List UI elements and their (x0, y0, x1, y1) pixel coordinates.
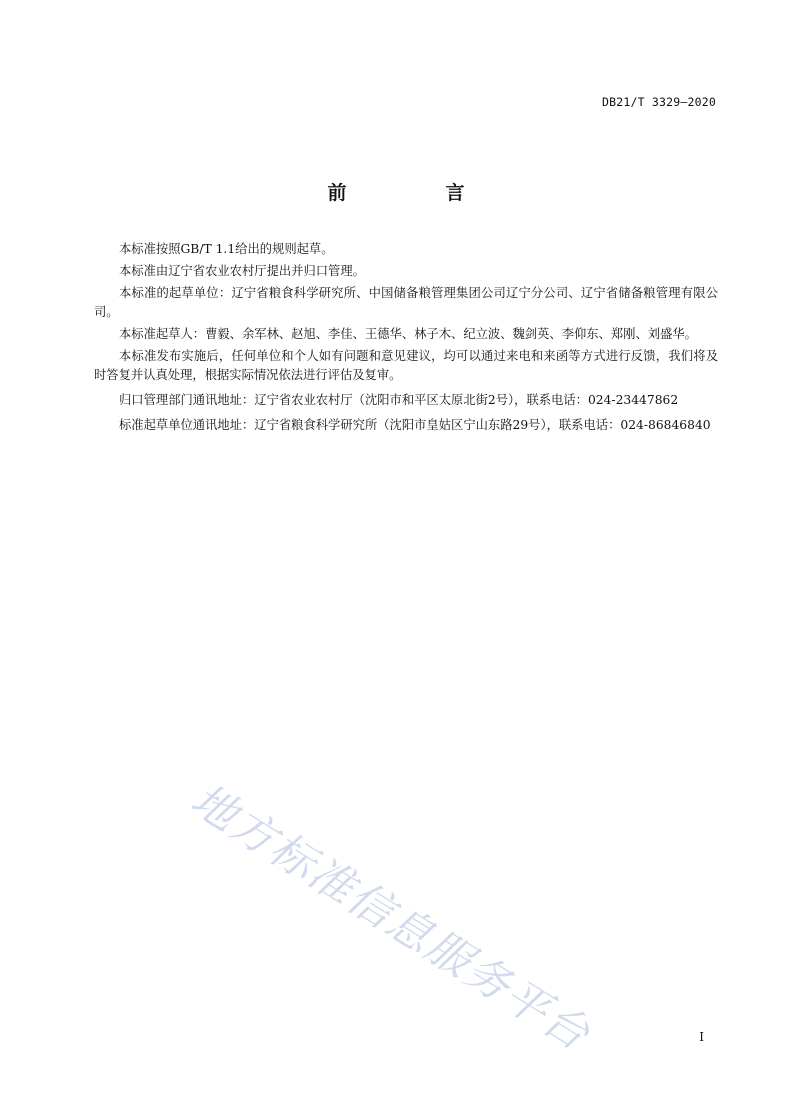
paragraph-admin-address: 归口管理部门通讯地址：辽宁省农业农村厅（沈阳市和平区太原北街2号），联系电话：024-23447862 (119, 393, 679, 407)
page-title: 前 言 (327, 182, 505, 204)
paragraph-drafters: 本标准起草人：曹毅、余军林、赵旭、李佳、王德华、林子木、纪立波、魏剑英、李仰东、郑刚、刘盛华。 (119, 327, 697, 341)
watermark-text: 地方标准信息服务平台 (182, 774, 600, 1062)
paragraph-drafting-rules: 本标准按照GB/T 1.1给出的规则起草。 (119, 242, 334, 256)
paragraph-drafting-units: 本标准的起草单位：辽宁省粮食科学研究所、中国储备粮管理集团公司辽宁分公司、辽宁省储备粮管理有限公司。 (94, 286, 718, 319)
paragraph-proposer: 本标准由辽宁省农业农村厅提出并归口管理。 (119, 264, 365, 278)
paragraph-feedback: 本标准发布实施后，任何单位和个人如有问题和意见建议，均可以通过来电和来函等方式进行反馈，我们将及时答复并认真处理，根据实际情况依法进行评估及复审。 (94, 349, 718, 382)
document-code: DB21/T 3329—2020 (602, 95, 716, 109)
page-number: I (699, 1030, 704, 1044)
document-body (94, 240, 718, 438)
paragraph-drafter-address: 标准起草单位通讯地址：辽宁省粮食科学研究所（沈阳市皇姑区宁山东路29号），联系电话：024-86846840 (119, 418, 711, 432)
